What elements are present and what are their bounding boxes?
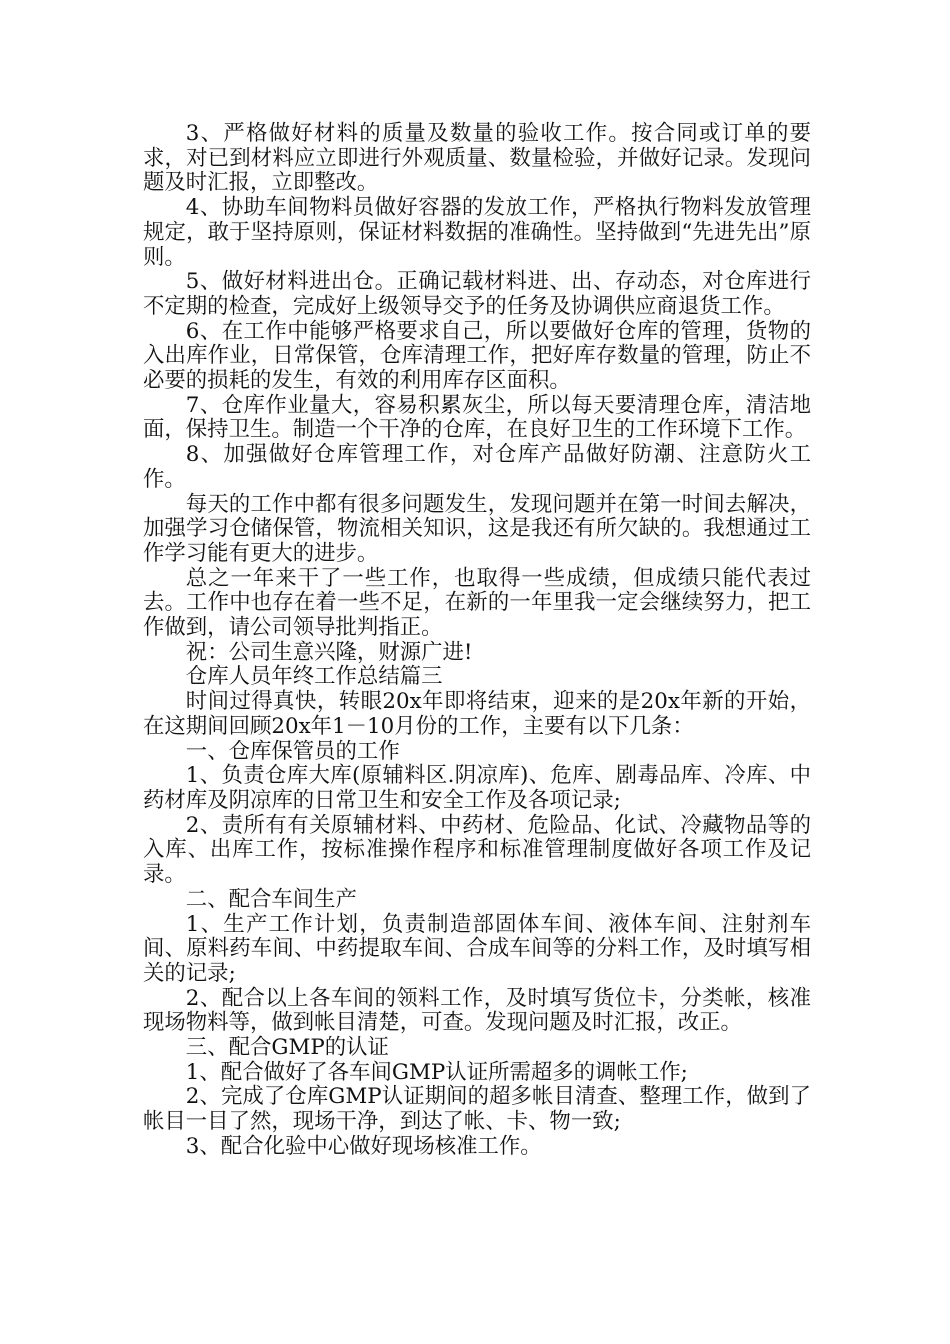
paragraph-keeper-item-2: 2、责所有有关原辅材料、中药材、危险品、化试、冷藏物品等的入库、出库工作，按标准操作程序和标准管理制度做好各项工作及记录。 [143, 812, 811, 888]
paragraph-item-6-warehouse-management: 6、在工作中能够严格要求自己，所以要做好仓库的管理，货物的入出库作业，日常保管，仓库清理工作，把好库存数量的管理，防止不必要的损耗的发生，有效的利用库存区面积。 [143, 318, 811, 394]
paragraph-blessing: 祝：公司生意兴隆，财源广进! [185, 639, 473, 665]
section-title-part-three: 仓库人员年终工作总结篇三 [185, 664, 443, 690]
paragraph-time-review: 时间过得真快，转眼20x年即将结束，迎来的是20x年新的开始，在这期间回顾20x年1－10月份的工作，主要有以下几条： [143, 689, 811, 739]
document-body [143, 122, 811, 1160]
heading-workshop-production: 二、配合车间生产 [185, 886, 357, 912]
heading-gmp-certification: 三、配合GMP的认证 [185, 1035, 389, 1061]
paragraph-gmp-item-3: 3、配合化验中心做好现场核准工作。 [185, 1133, 542, 1159]
paragraph-gmp-item-2: 2、完成了仓库GMP认证期间的超多帐目清查、整理工作，做到了帐目一目了然，现场干净，到达了帐、卡、物一致; [143, 1084, 811, 1135]
paragraph-production-item-2: 2、配合以上各车间的领料工作，及时填写货位卡，分类帐，核准现场物料等，做到帐目清楚，可查。发现问题及时汇报，改正。 [143, 985, 811, 1036]
paragraph-item-4-container-dispatch: 4、协助车间物料员做好容器的发放工作，严格执行物料发放管理规定，敢于坚持原则，保证材料数据的准确性。坚持做到“先进先出”原则。 [143, 195, 811, 270]
paragraph-item-7-cleaning: 7、仓库作业量大，容易积累灰尘，所以每天要清理仓库，清洁地面，保持卫生。制造一个干净的仓库，在良好卫生的工作环境下工作。 [143, 392, 811, 443]
paragraph-item-5-material-in-out: 5、做好材料进出仓。正确记载材料进、出、存动态，对仓库进行不定期的检查，完成好上级领导交予的任务及协调供应商退货工作。 [143, 269, 811, 319]
paragraph-daily-problems: 每天的工作中都有很多问题发生，发现问题并在第一时间去解决，加强学习仓储保管，物流相关知识，这是我还有所欠缺的。我想通过工作学习能有更大的进步。 [143, 491, 811, 566]
heading-warehouse-keeper-work: 一、仓库保管员的工作 [185, 738, 400, 764]
paragraph-year-summary: 总之一年来干了一些工作，也取得一些成绩，但成绩只能代表过去。工作中也存在着一些不足，在新的一年里我一定会继续努力，把工作做到，请公司领导批判指正。 [143, 565, 811, 641]
paragraph-keeper-item-1: 1、负责仓库大库(原辅料区.阴凉库)、危库、剧毒品库、冷库、中药材库及阴凉库的日常卫生和安全工作及各项记录; [143, 763, 811, 813]
paragraph-gmp-item-1: 1、配合做好了各车间GMP认证所需超多的调帐工作; [185, 1059, 688, 1085]
paragraph-item-3-material-inspection: 3、严格做好材料的质量及数量的验收工作。按合同或订单的要求，对已到材料应立即进行外观质量、数量检验，并做好记录。发现问题及时汇报，立即整改。 [143, 121, 811, 196]
paragraph-production-item-1: 1、生产工作计划，负责制造部固体车间、液体车间、注射剂车间、原料药车间、中药提取车间、合成车间等的分料工作，及时填写相关的记录; [143, 911, 811, 986]
paragraph-item-8-moisture-fire: 8、加强做好仓库管理工作，对仓库产品做好防潮、注意防火工作。 [143, 442, 811, 492]
